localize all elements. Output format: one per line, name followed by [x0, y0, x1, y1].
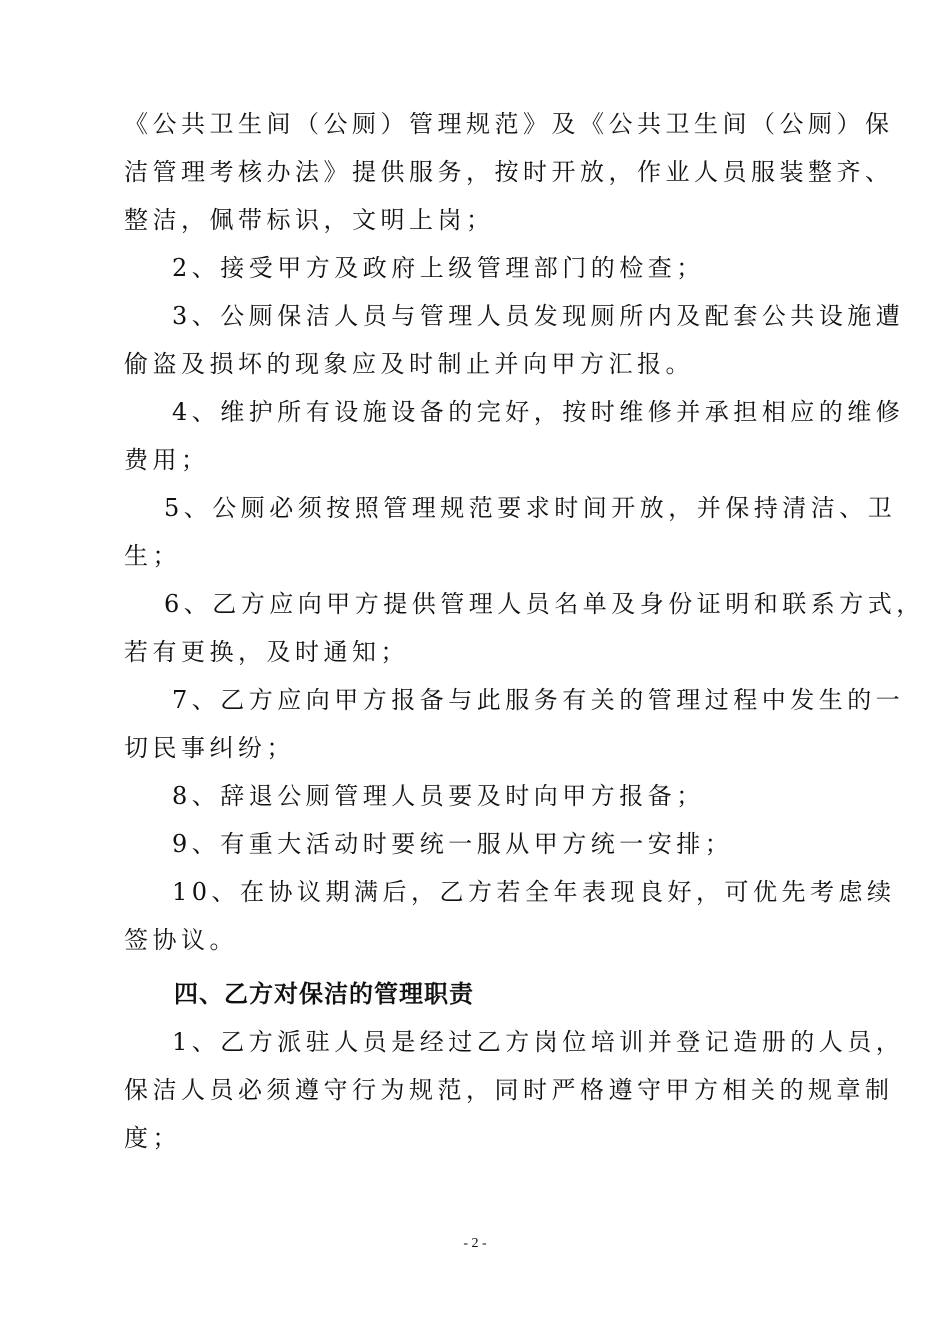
list-item-3: 3、公厕保洁人员与管理人员发现厕所内及配套公共设施遭 [172, 302, 905, 330]
list-item-4: 4、维护所有设施设备的完好，按时维修并承担相应的维修 [172, 398, 905, 426]
list-item-2: 2、接受甲方及政府上级管理部门的检查； [172, 254, 705, 282]
list-item-7: 7、乙方应向甲方报备与此服务有关的管理过程中发生的一 [172, 686, 905, 714]
text-line: 切民事纠纷； [124, 734, 295, 762]
text-line: 偷盗及损坏的现象应及时制止并向甲方汇报。 [124, 350, 694, 378]
list-item-6: 6、乙方应向甲方提供管理人员名单及身份证明和联系方式， [164, 590, 925, 618]
text-line: 洁管理考核办法》提供服务，按时开放，作业人员服装整齐、 [124, 158, 894, 186]
text-line: 若有更换，及时通知； [124, 638, 409, 666]
text-line: 整洁，佩带标识，文明上岗； [124, 206, 495, 234]
list-item-5: 5、公厕必须按照管理规范要求时间开放，并保持清洁、卫 [164, 494, 897, 522]
text-line: 费用； [124, 446, 210, 474]
document-body [124, 100, 925, 1162]
list-item-9: 9、有重大活动时要统一服从甲方统一安排； [172, 830, 734, 858]
section-heading: 四、乙方对保洁的管理职责 [174, 980, 474, 1008]
list-item-8: 8、辞退公厕管理人员要及时向甲方报备； [172, 782, 705, 810]
text-line: 保洁人员必须遵守行为规范，同时严格遵守甲方相关的规章制 [124, 1076, 894, 1104]
text-line: 度； [124, 1124, 181, 1152]
list-item-10: 10、在协议期满后，乙方若全年表现良好，可优先考虑续 [172, 878, 896, 906]
page-number: - 2 - [463, 1236, 487, 1251]
text-line: 《公共卫生间（公厕）管理规范》及《公共卫生间（公厕）保 [124, 110, 894, 138]
section-list-item-1: 1、乙方派驻人员是经过乙方岗位培训并登记造册的人员， [172, 1028, 905, 1056]
text-line: 生； [124, 542, 181, 570]
text-line: 签协议。 [124, 926, 238, 954]
